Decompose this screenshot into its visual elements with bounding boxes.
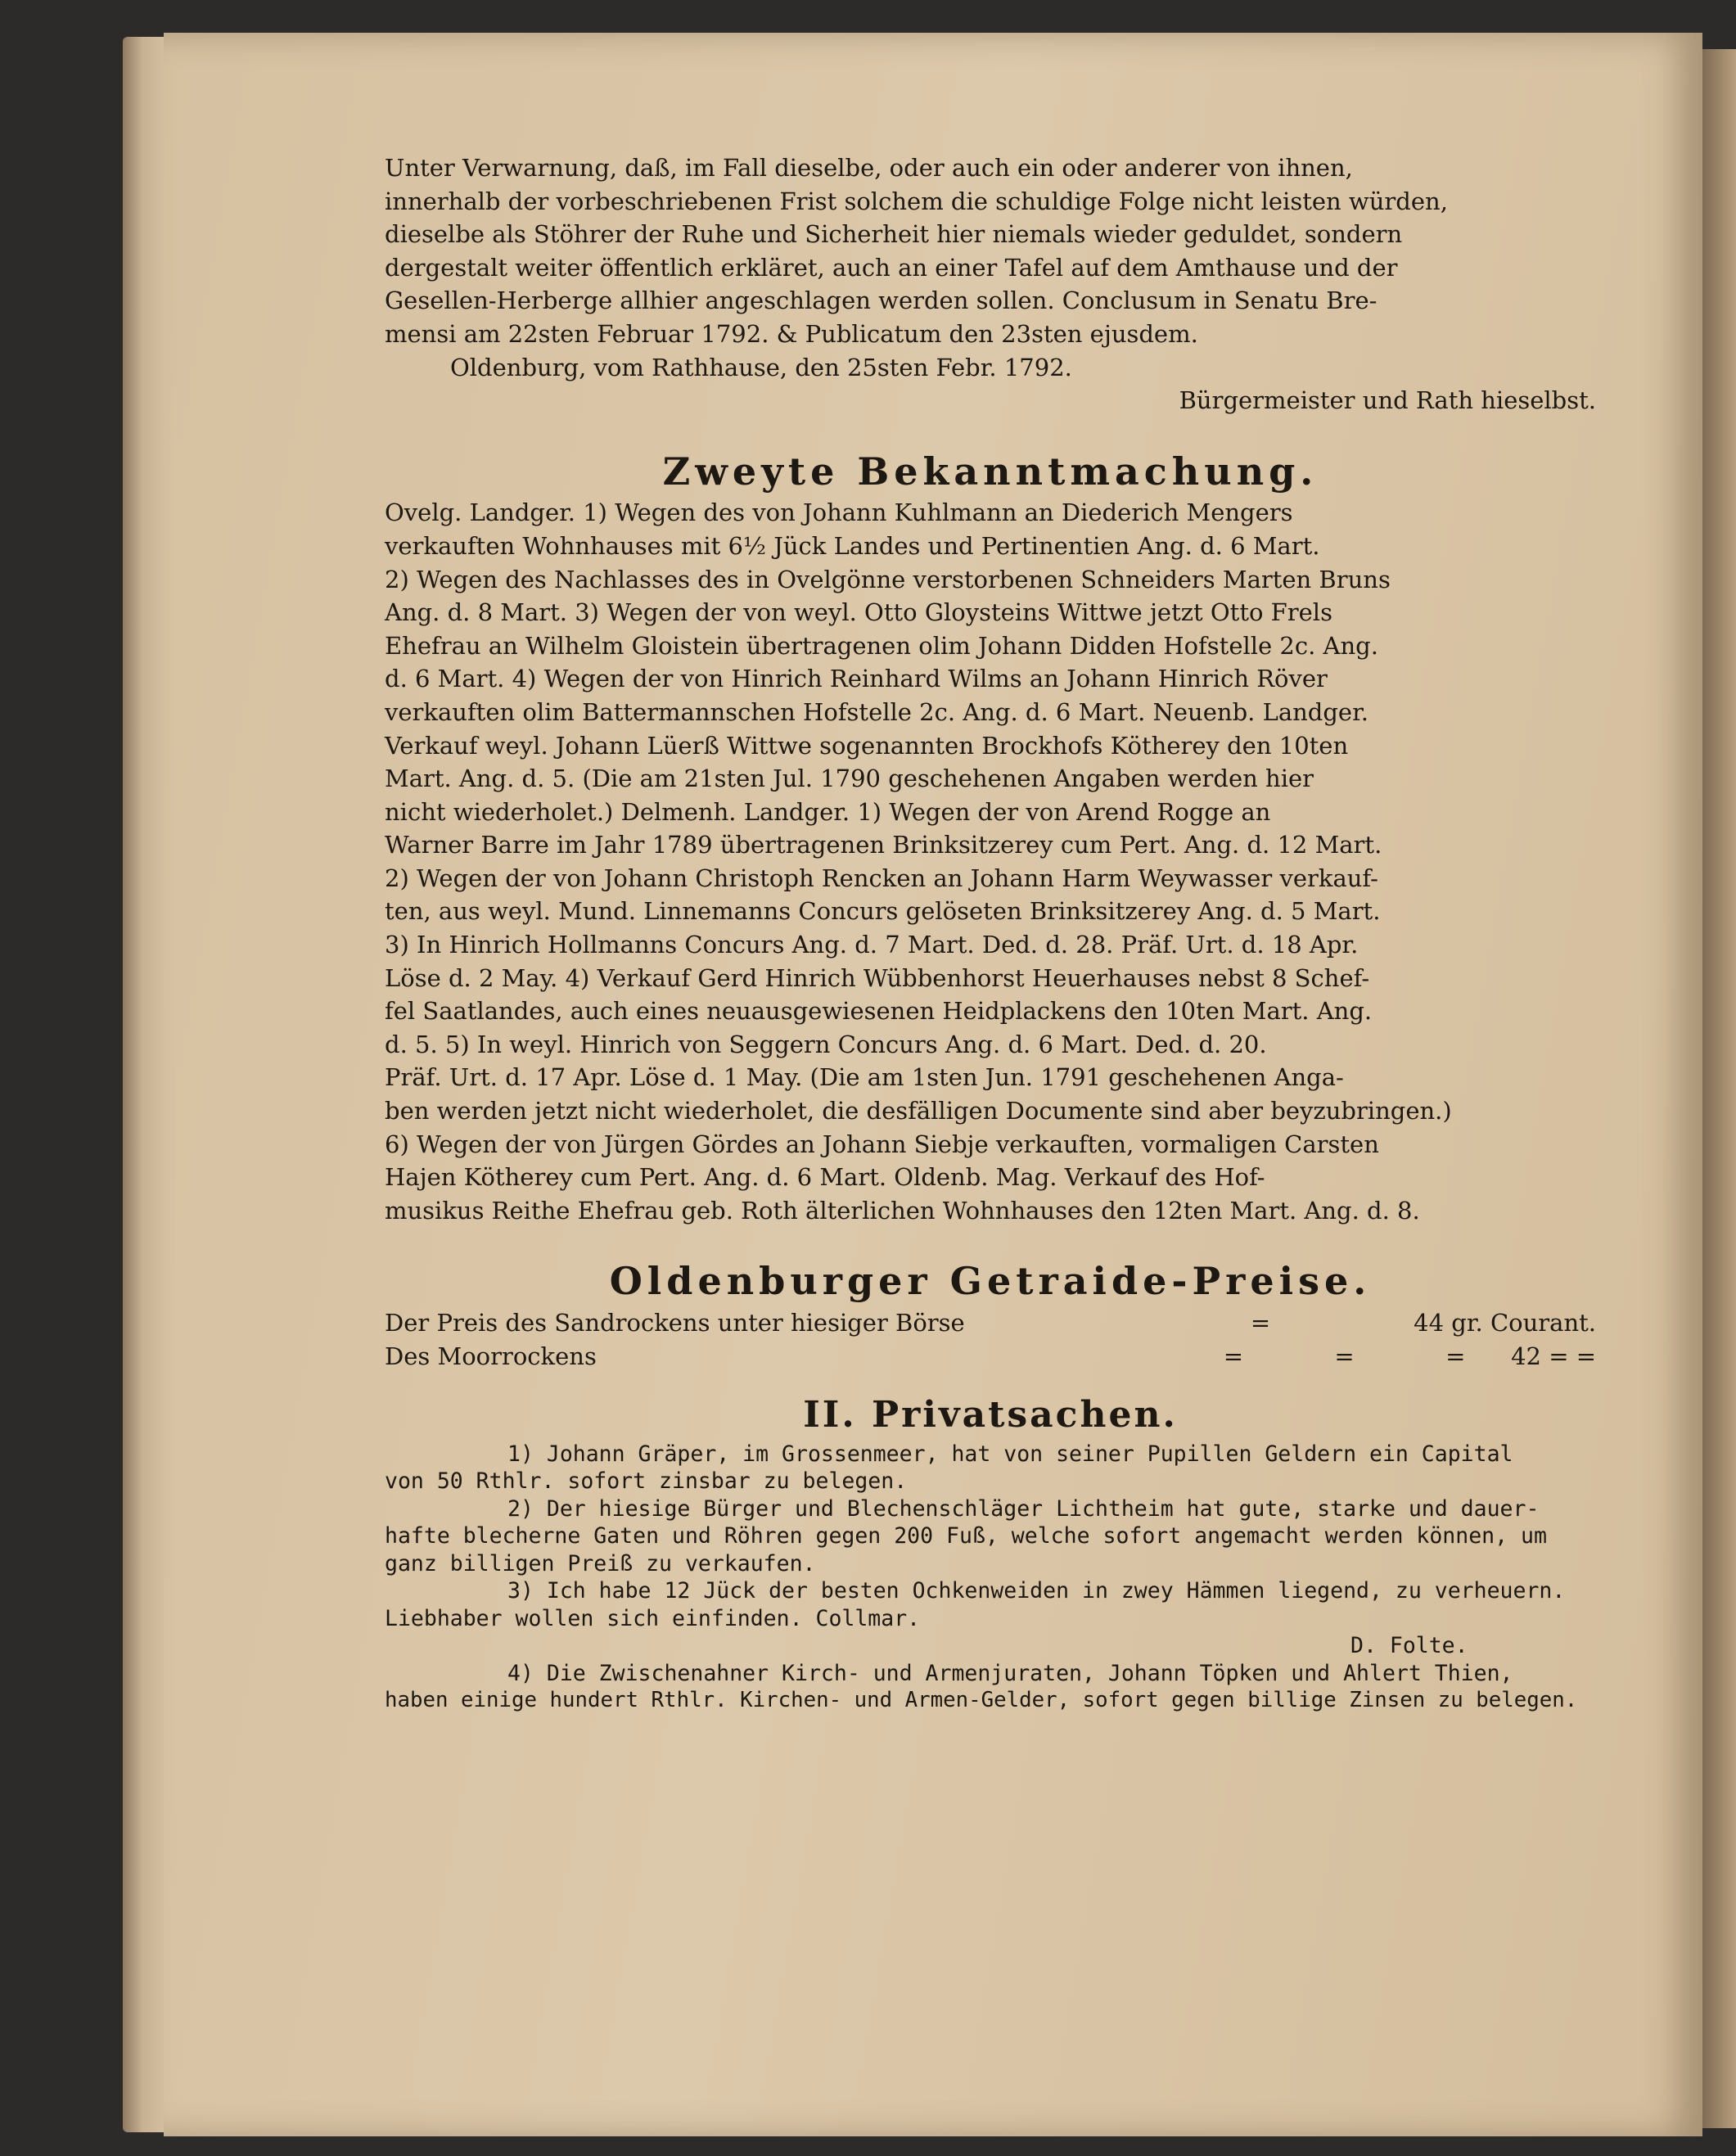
signature: D. Folte. <box>1350 1633 1468 1659</box>
ditto-mark: = <box>1223 1342 1244 1370</box>
text-line: d. 5. 5) In weyl. Hinrich von Seggern Concurs Ang. d. 6 Mart. Ded. d. 20. <box>385 1030 1267 1058</box>
price-value: 44 gr. Courant. <box>1414 1309 1596 1337</box>
price-label: Der Preis des Sandrockens unter hiesiger Börse <box>385 1309 965 1337</box>
text-line: 3) Ich habe 12 Jück der besten Ochkenweiden in zwey Hämmen liegend, zu verheuern. <box>507 1578 1566 1604</box>
text-line: Unter Verwarnung, daß, im Fall dieselbe, oder auch ein oder anderer von ihnen, <box>385 154 1353 182</box>
text-line: d. 6 Mart. 4) Wegen der von Hinrich Reinhard Wilms an Johann Hinrich Röver <box>385 665 1328 693</box>
section-heading-getraide: Oldenburger Getraide-Preise. <box>609 1259 1372 1304</box>
text-line: Mart. Ang. d. 5. (Die am 21sten Jul. 1790 geschehenen Angaben werden hier <box>385 765 1314 793</box>
section-heading-privat: II. Privatsachen. <box>803 1394 1178 1437</box>
text-line: verkauften Wohnhauses mit 6½ Jück Landes und Pertinentien Ang. d. 6 Mart. <box>385 531 1320 560</box>
text-line: innerhalb der vorbeschriebenen Frist solchem die schuldige Folge nicht leisten würden, <box>385 187 1448 215</box>
notice-continuation <box>385 151 1596 417</box>
facing-page-edge <box>1702 49 1736 2128</box>
text-line: ten, aus weyl. Mund. Linnemanns Concurs gelöseten Brinksitzerey Ang. d. 5 Mart. <box>385 897 1381 926</box>
text-line: ben werden jetzt nicht wiederholet, die desfälligen Documente sind aber beyzubringen.) <box>385 1097 1452 1125</box>
price-row <box>385 1340 1596 1373</box>
zweyte-body <box>385 496 1596 1227</box>
ditto-mark: = <box>1445 1342 1466 1370</box>
text-line: verkauften olim Battermannschen Hofstelle 2c. Ang. d. 6 Mart. Neuenb. Landger. <box>385 697 1369 726</box>
text-line: Gesellen-Herberge allhier angeschlagen werden sollen. Conclusum in Senatu Bre- <box>385 286 1378 315</box>
text-line: 1) Johann Gräper, im Grossenmeer, hat von seiner Pupillen Geldern ein Capital <box>507 1441 1513 1467</box>
text-line: 6) Wegen der von Jürgen Gördes an Johann Siebje verkauften, vormaligen Carsten <box>385 1130 1379 1158</box>
section-heading-zweyte: Zweyte Bekanntmachung. <box>662 449 1319 494</box>
price-value: 42 = = <box>1511 1342 1597 1370</box>
text-line: Ehefrau an Wilhelm Gloistein übertragenen olim Johann Didden Hofstelle 2c. Ang. <box>385 631 1378 660</box>
text-line: Löse d. 2 May. 4) Verkauf Gerd Hinrich Wübbenhorst Heuerhauses nebst 8 Schef- <box>385 963 1370 992</box>
page-text <box>385 151 1596 1715</box>
text-line: mensi am 22sten Februar 1792. & Publicatum den 23sten ejusdem. <box>385 319 1198 348</box>
text-line: ganz billigen Preiß zu verkaufen. <box>385 1550 816 1576</box>
text-line: Liebhaber wollen sich einfinden. Collmar. <box>385 1605 921 1631</box>
signature: Bürgermeister und Rath hieselbst. <box>1179 386 1596 415</box>
text-line: Präf. Urt. d. 17 Apr. Löse d. 1 May. (Die am 1sten Jun. 1791 geschehenen Anga- <box>385 1063 1344 1092</box>
text-line: von 50 Rthlr. sofort zinsbar zu belegen. <box>385 1468 908 1495</box>
text-line: dergestalt weiter öffentlich erkläret, auch an einer Tafel auf dem Amthause und der <box>385 253 1398 282</box>
text-line: 2) Der hiesige Bürger und Blechenschläger Lichtheim hat gute, starke und dauer- <box>507 1495 1540 1522</box>
text-line: dieselbe als Stöhrer der Ruhe und Sicherheit hier niemals wieder geduldet, sondern <box>385 220 1403 249</box>
text-line: 2) Wegen der von Johann Christoph Rencken an Johann Harm Weywasser verkauf- <box>385 864 1378 892</box>
text-line: Verkauf weyl. Johann Lüerß Wittwe sogenannten Brockhofs Kötherey den 10ten <box>385 731 1349 760</box>
ditto-mark: = <box>1334 1342 1355 1370</box>
price-label: Des Moorrockens <box>385 1342 597 1370</box>
text-line: Ovelg. Landger. 1) Wegen des von Johann Kuhlmann an Diederich Mengers <box>385 498 1293 527</box>
text-line: Warner Barre im Jahr 1789 übertragenen Brinksitzerey cum Pert. Ang. d. 12 Mart. <box>385 831 1382 859</box>
text-line: Ang. d. 8 Mart. 3) Wegen der von weyl. Otto Gloysteins Wittwe jetzt Otto Frels <box>385 598 1332 627</box>
privat-body <box>385 1441 1596 1715</box>
price-table <box>385 1306 1596 1373</box>
text-line: nicht wiederholet.) Delmenh. Landger. 1) Wegen der von Arend Rogge an <box>385 797 1271 826</box>
text-line: 2) Wegen des Nachlasses des in Ovelgönne verstorbenen Schneiders Marten Bruns <box>385 565 1391 593</box>
text-line: 4) Die Zwischenahner Kirch- und Armenjuraten, Johann Töpken und Ahlert Thien, <box>507 1660 1513 1686</box>
date-line: Oldenburg, vom Rathhause, den 25sten Febr. 1792. <box>450 353 1072 381</box>
price-row <box>385 1306 1596 1340</box>
text-line: Hajen Kötherey cum Pert. Ang. d. 6 Mart. Oldenb. Mag. Verkauf des Hof- <box>385 1163 1265 1192</box>
text-line: haben einige hundert Rthlr. Kirchen- und Armen-Gelder, sofort gegen billige Zinsen zu belegen. <box>385 1688 1578 1713</box>
text-line: fel Saatlandes, auch eines neuausgewiesenen Heidplackens den 10ten Mart. Ang. <box>385 997 1373 1026</box>
ditto-mark: = <box>1250 1309 1271 1337</box>
text-line: hafte blecherne Gaten und Röhren gegen 200 Fuß, welche sofort angemacht werden können, um <box>385 1523 1547 1549</box>
text-line: 3) In Hinrich Hollmanns Concurs Ang. d. 7 Mart. Ded. d. 28. Präf. Urt. d. 18 Apr. <box>385 931 1359 959</box>
text-line: musikus Reithe Ehefrau geb. Roth älterlichen Wohnhauses den 12ten Mart. Ang. d. 8. <box>385 1196 1420 1225</box>
